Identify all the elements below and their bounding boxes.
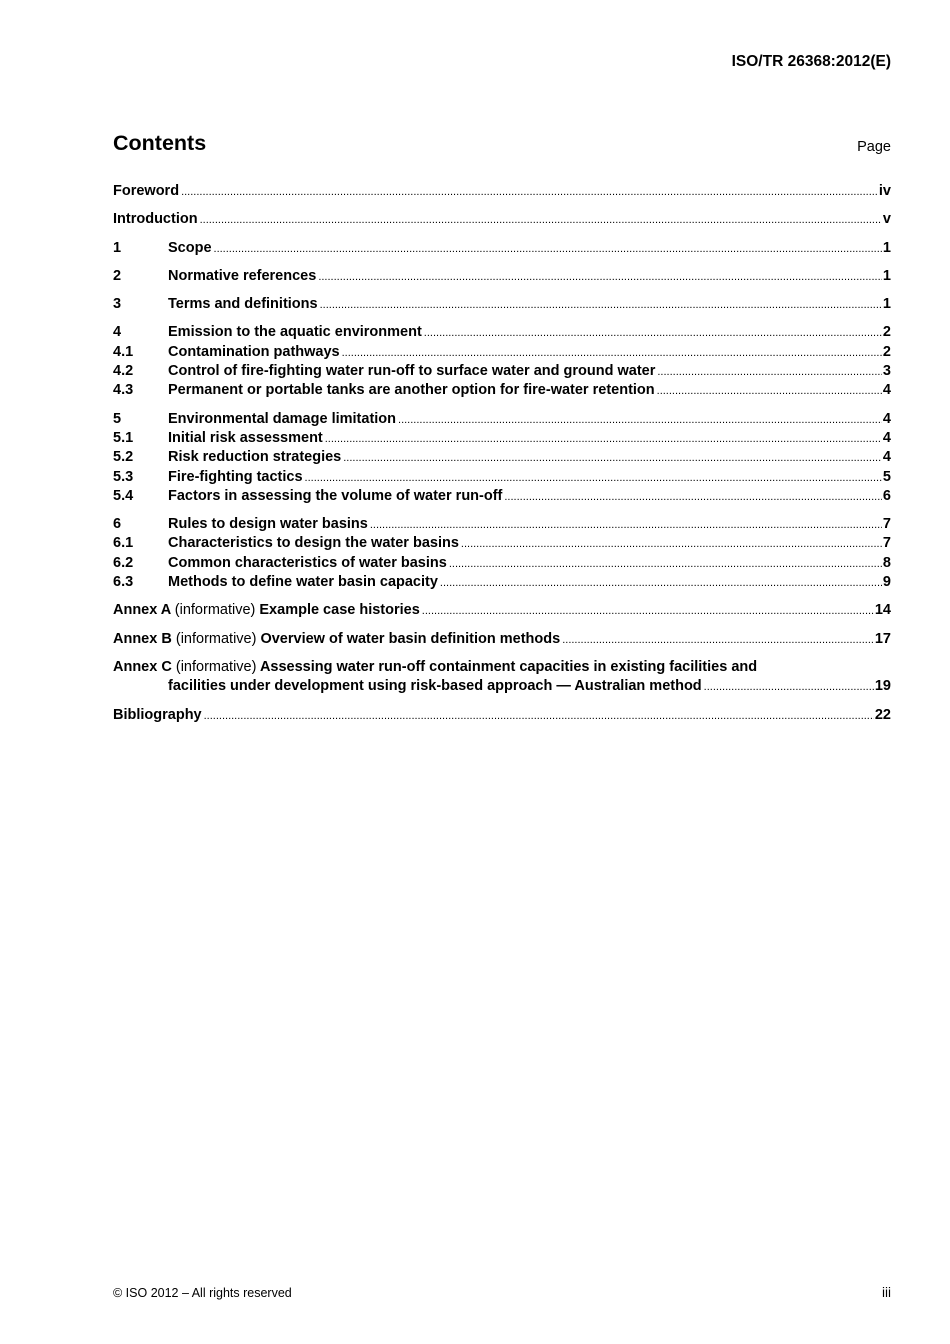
toc-group	[113, 515, 891, 592]
toc-annex-a[interactable]	[113, 601, 891, 620]
dot-leader	[342, 344, 882, 363]
annex-type: (informative)	[175, 658, 257, 675]
toc-group	[113, 182, 891, 201]
toc-entry[interactable]	[113, 182, 891, 201]
toc-group	[113, 210, 891, 229]
annex-label: Annex B	[113, 630, 172, 647]
annex-label: Annex A	[113, 602, 171, 619]
entry-title: Normative references	[168, 267, 317, 284]
entry-number: 2	[113, 267, 122, 284]
toc-entry[interactable]	[113, 487, 891, 506]
entry-title: Contamination pathways	[168, 343, 340, 360]
entry-title: Initial risk assessment	[168, 429, 323, 446]
dot-leader	[704, 678, 874, 697]
annex-page: 19	[874, 678, 891, 695]
entry-number: 5.2	[113, 449, 134, 466]
dot-leader	[424, 324, 882, 343]
toc-entry[interactable]	[113, 381, 891, 400]
entry-title: Fire-fighting tactics	[168, 468, 303, 485]
entry-page: 1	[882, 267, 891, 284]
dot-leader	[398, 411, 882, 430]
entry-number: 5	[113, 410, 122, 427]
table-of-contents	[113, 182, 891, 734]
dot-leader	[461, 535, 882, 554]
dot-leader	[305, 469, 882, 488]
toc-group	[113, 410, 891, 506]
document-id: ISO/TR 26368:2012(E)	[731, 53, 891, 70]
page-column-label: Page	[857, 139, 891, 155]
toc-entry[interactable]	[113, 239, 891, 258]
entry-title: Risk reduction strategies	[168, 449, 342, 466]
entry-title: Common characteristics of water basins	[168, 554, 447, 571]
entry-number: 6.3	[113, 574, 134, 591]
entry-page: 7	[882, 516, 891, 533]
entry-title: Methods to define water basin capacity	[168, 574, 438, 591]
dot-leader	[320, 296, 882, 315]
dot-leader	[343, 449, 882, 468]
entry-number: 1	[113, 239, 122, 256]
toc-group	[113, 295, 891, 314]
toc-entry[interactable]	[113, 410, 891, 429]
toc-bibliography[interactable]	[113, 706, 891, 725]
toc-entry[interactable]	[113, 362, 891, 381]
annex-type: (informative)	[174, 602, 256, 619]
entry-number: 6	[113, 516, 122, 533]
entry-page: 7	[882, 535, 891, 552]
entry-page: 1	[882, 296, 891, 313]
entry-page: 8	[882, 554, 891, 571]
toc-entry[interactable]	[113, 267, 891, 286]
entry-title: Environmental damage limitation	[168, 410, 397, 427]
annex-page: 14	[874, 602, 891, 619]
toc-group	[113, 323, 891, 400]
entry-title: Factors in assessing the volume of water run-off	[168, 487, 503, 504]
annex-label: Annex C	[113, 658, 172, 675]
toc-annex-c[interactable]	[113, 658, 891, 697]
annex-title: Example case histories	[259, 602, 420, 619]
entry-page: 4	[882, 410, 891, 427]
footer-copyright: © ISO 2012 – All rights reserved	[113, 1286, 292, 1300]
entry-title: Rules to design water basins	[168, 516, 368, 533]
entry-number: 6.2	[113, 554, 134, 571]
dot-leader	[562, 631, 874, 650]
entry-title: Control of fire-fighting water run-off to surface water and ground water	[168, 363, 656, 380]
entry-title: Foreword	[113, 183, 180, 199]
entry-title: Scope	[168, 239, 212, 256]
entry-page: 6	[882, 487, 891, 504]
dot-leader	[370, 516, 882, 535]
entry-page: 4	[882, 449, 891, 466]
toc-annex-b[interactable]	[113, 630, 891, 649]
annex-title: Overview of water basin definition methods	[260, 630, 561, 647]
entry-title: Terms and definitions	[168, 296, 318, 313]
toc-entry[interactable]	[113, 554, 891, 573]
toc-entry[interactable]	[113, 295, 891, 314]
toc-entry[interactable]	[113, 468, 891, 487]
toc-group	[113, 267, 891, 286]
entry-title: Permanent or portable tanks are another option for fire-water retention	[168, 382, 655, 399]
bibliography-page: 22	[874, 706, 891, 723]
entry-page: iv	[878, 183, 891, 199]
entry-number: 6.1	[113, 535, 134, 552]
dot-leader	[204, 707, 874, 726]
entry-page: 9	[882, 574, 891, 591]
entry-page: 1	[882, 239, 891, 256]
toc-group	[113, 239, 891, 258]
toc-entry[interactable]	[113, 515, 891, 534]
annex-page: 17	[874, 630, 891, 647]
entry-page: 4	[882, 382, 891, 399]
toc-entry[interactable]	[113, 343, 891, 362]
dot-leader	[440, 574, 882, 593]
annex-title-line2: facilities under development using risk-based approach — Australian method	[168, 678, 702, 695]
entry-title: Characteristics to design the water basins	[168, 535, 459, 552]
entry-number: 5.1	[113, 429, 134, 446]
dot-leader	[449, 555, 882, 574]
entry-page: 4	[882, 429, 891, 446]
entry-number: 4.2	[113, 363, 134, 380]
entry-page: 5	[882, 468, 891, 485]
bibliography-title: Bibliography	[113, 706, 202, 723]
toc-entry[interactable]	[113, 210, 891, 229]
entry-number: 4.3	[113, 382, 134, 399]
annex-type: (informative)	[175, 630, 257, 647]
toc-entry[interactable]	[113, 448, 891, 467]
toc-entry[interactable]	[113, 429, 891, 448]
contents-heading: Contents	[113, 131, 207, 155]
dot-leader	[181, 183, 878, 202]
entry-page: 3	[882, 363, 891, 380]
entry-title: Emission to the aquatic environment	[168, 324, 422, 341]
toc-entry[interactable]	[113, 573, 891, 592]
entry-number: 3	[113, 296, 122, 313]
dot-leader	[200, 211, 882, 230]
entry-number: 5.3	[113, 468, 134, 485]
dot-leader	[318, 268, 882, 287]
entry-number: 4.1	[113, 343, 134, 360]
entry-number: 4	[113, 324, 122, 341]
dot-leader	[504, 488, 882, 507]
entry-title: Introduction	[113, 211, 198, 228]
footer-page-number: iii	[882, 1285, 891, 1300]
annex-title-line1: Assessing water run-off containment capacities in existing facilities and	[259, 658, 758, 675]
dot-leader	[657, 363, 882, 382]
dot-leader	[657, 382, 882, 401]
dot-leader	[214, 240, 882, 259]
entry-page: 2	[882, 343, 891, 360]
dot-leader	[325, 430, 882, 449]
entry-page: 2	[882, 324, 891, 341]
toc-entry[interactable]	[113, 534, 891, 553]
toc-entry[interactable]	[113, 323, 891, 342]
entry-page: v	[882, 211, 891, 228]
dot-leader	[422, 602, 874, 621]
entry-number: 5.4	[113, 487, 134, 504]
